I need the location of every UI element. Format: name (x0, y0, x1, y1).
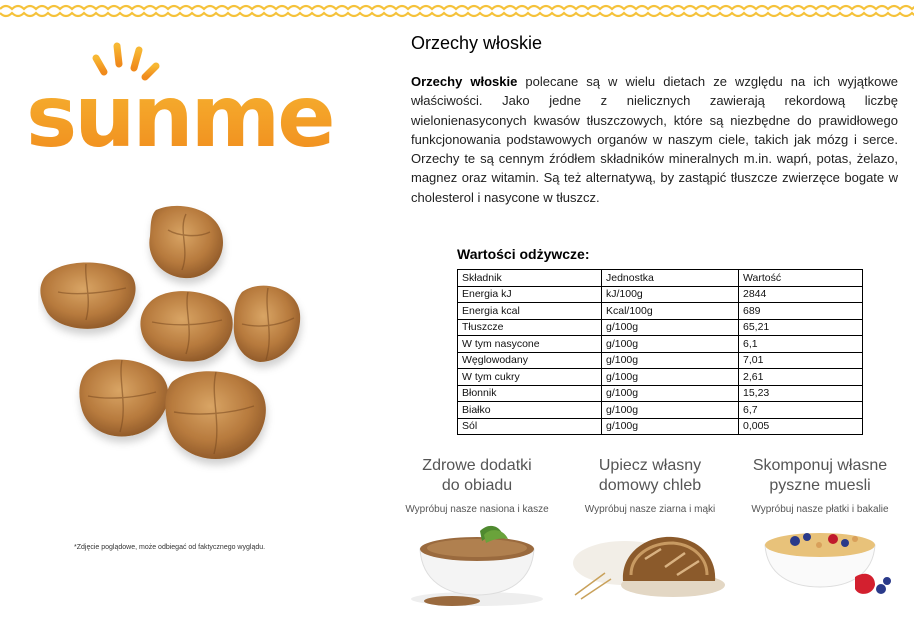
wavy-border (0, 0, 914, 20)
muesli-bowl-icon (735, 515, 905, 607)
table-row (458, 303, 863, 320)
promo-heading: do obiadu (441, 477, 513, 494)
value-cell: 65,21 (739, 319, 863, 336)
unit-cell: kJ/100g (602, 286, 739, 303)
value-cell: 15,23 (739, 385, 863, 402)
nutrient-cell: W tym nasycone (458, 336, 602, 353)
logo-text: sunme (26, 67, 333, 158)
table-row (458, 402, 863, 419)
table-row (458, 352, 863, 369)
sunme-logo (24, 38, 364, 158)
promo-subtitle: Wypróbuj nasze nasiona i kasze (405, 504, 549, 515)
unit-cell: g/100g (602, 385, 739, 402)
value-cell: 2,61 (739, 369, 863, 386)
header-unit: Jednostka (602, 270, 739, 287)
unit-cell: g/100g (602, 418, 739, 435)
table-row (458, 418, 863, 435)
nutrient-cell: Sól (458, 418, 602, 435)
unit-cell: g/100g (602, 319, 739, 336)
promo-heading: domowy chleb (598, 477, 702, 494)
nutrient-cell: Błonnik (458, 385, 602, 402)
value-cell: 7,01 (739, 352, 863, 369)
unit-cell: g/100g (602, 402, 739, 419)
promo-heading: Zdrowe dodatki (422, 457, 532, 474)
unit-cell: g/100g (602, 352, 739, 369)
product-title: Orzechy włoskie (411, 33, 543, 53)
nutrient-cell: W tym cukry (458, 369, 602, 386)
description-bold: Orzechy włoskie (411, 74, 518, 89)
value-cell: 0,005 (739, 418, 863, 435)
nutrient-cell: Białko (458, 402, 602, 419)
promo-heading: pyszne muesli (769, 477, 871, 494)
table-row (458, 369, 863, 386)
value-cell: 6,7 (739, 402, 863, 419)
table-row (458, 336, 863, 353)
nutrition-table (457, 269, 863, 435)
table-row (458, 385, 863, 402)
promo-subtitle: Wypróbuj nasze ziarna i mąki (584, 504, 716, 515)
value-cell: 2844 (739, 286, 863, 303)
unit-cell: Kcal/100g (602, 303, 739, 320)
promo-muesli (735, 456, 905, 607)
value-cell: 6,1 (739, 336, 863, 353)
unit-cell: g/100g (602, 369, 739, 386)
walnuts-image (38, 200, 308, 510)
description-text: polecane są w wielu dietach ze względu na ich wyjątkowe właściwości. Jako jedne z nielicznych zawierają rekordową liczbę wielonienasyconych kwasów tłuszczowych, które są niezbędne do prawidłowego funkcjonowania podstawowych organów w naszym ciele, takich jak mózg i serce. Orzechy te są cennym źródłem składników mineralnych m.in. wapń, potas, żelazo, magnez oraz witamin. Są też alternatywą, by zastąpić tłuszcze zwierzęce bogate w cholesterol i nasycone w tłuszcz. (411, 74, 898, 205)
table-row (458, 286, 863, 303)
nutrition-title: Wartości odżywcze: (457, 246, 590, 262)
nutrient-cell: Węglowodany (458, 352, 602, 369)
promo-subtitle: Wypróbuj nasze płatki i bakalie (751, 504, 889, 515)
bread-loaf-icon (565, 515, 735, 607)
table-row (458, 319, 863, 336)
nutrient-cell: Energia kcal (458, 303, 602, 320)
table-header-row (458, 270, 863, 287)
promo-bread (565, 456, 735, 607)
header-value: Wartość (739, 270, 863, 287)
nutrient-cell: Tłuszcze (458, 319, 602, 336)
promo-heading: Skomponuj własne (752, 457, 888, 474)
nutrient-cell: Energia kJ (458, 286, 602, 303)
promo-side-dishes (392, 456, 562, 607)
image-disclaimer: *Zdjęcie poglądowe, może odbiegać od faktycznego wyglądu. (74, 544, 266, 551)
product-description (411, 72, 898, 207)
promo-heading: Upiecz własny (598, 457, 702, 474)
unit-cell: g/100g (602, 336, 739, 353)
value-cell: 689 (739, 303, 863, 320)
header-ingredient: Składnik (458, 270, 602, 287)
buckwheat-bowl-icon (392, 515, 562, 607)
